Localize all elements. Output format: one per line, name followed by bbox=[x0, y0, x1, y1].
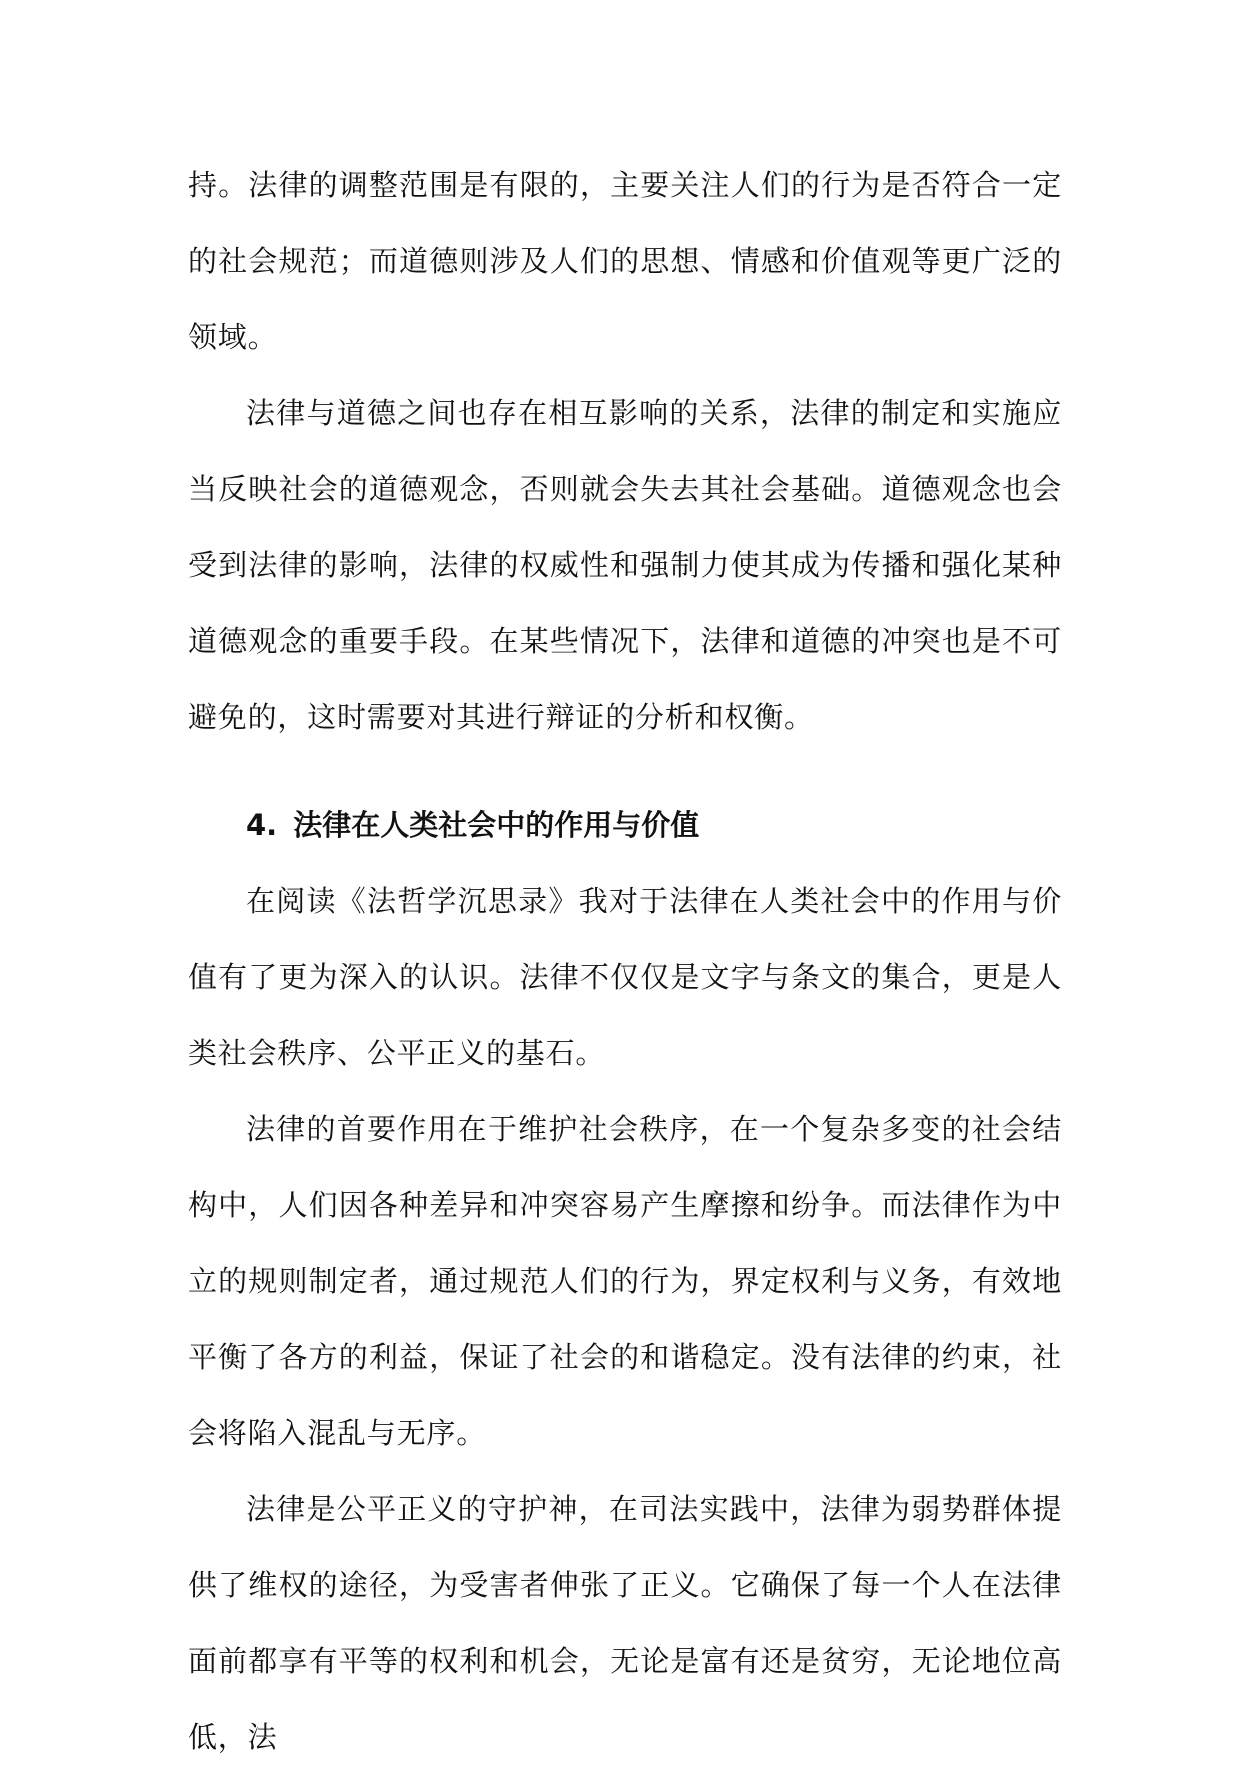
paragraph-reading-reflection: 在阅读《法哲学沉思录》我对于法律在人类社会中的作用与价值有了更为深入的认识。法律不仅仅是文字与条文的集合，更是人类社会秩序、公平正义的基石。 bbox=[188, 884, 1062, 1070]
paragraph-social-order: 法律的首要作用在于维护社会秩序，在一个复杂多变的社会结构中，人们因各种差异和冲突容易产生摩擦和纷争。而法律作为中立的规则制定者，通过规范人们的行为，界定权利与义务，有效地平衡了各方的利益，保证了社会的和谐稳定。没有法律的约束，社会将陷入混乱与无序。 bbox=[188, 1112, 1062, 1450]
section-heading bbox=[188, 787, 1062, 863]
text-column bbox=[188, 147, 1062, 1775]
paragraph-justice: 法律是公平正义的守护神，在司法实践中，法律为弱势群体提供了维权的途径，为受害者伸张了正义。它确保了每一个人在法律面前都享有平等的权利和机会，无论是富有还是贫穷，无论地位高低，法 bbox=[188, 1492, 1062, 1754]
section-gap bbox=[188, 755, 1062, 787]
paragraph-continuation: 持。法律的调整范围是有限的，主要关注人们的行为是否符合一定的社会规范；而道德则涉及人们的思想、情感和价值观等更广泛的领域。 bbox=[188, 168, 1062, 354]
section-number: 4. bbox=[246, 808, 278, 842]
paragraph-law-morality-interaction: 法律与道德之间也存在相互影响的关系，法律的制定和实施应当反映社会的道德观念，否则就会失去其社会基础。道德观念也会受到法律的影响，法律的权威性和强制力使其成为传播和强化某种道德观念的重要手段。在某些情况下，法律和道德的冲突也是不可避免的，这时需要对其进行辩证的分析和权衡。 bbox=[188, 396, 1062, 734]
section-title: 法律在人类社会中的作用与价值 bbox=[293, 808, 700, 842]
